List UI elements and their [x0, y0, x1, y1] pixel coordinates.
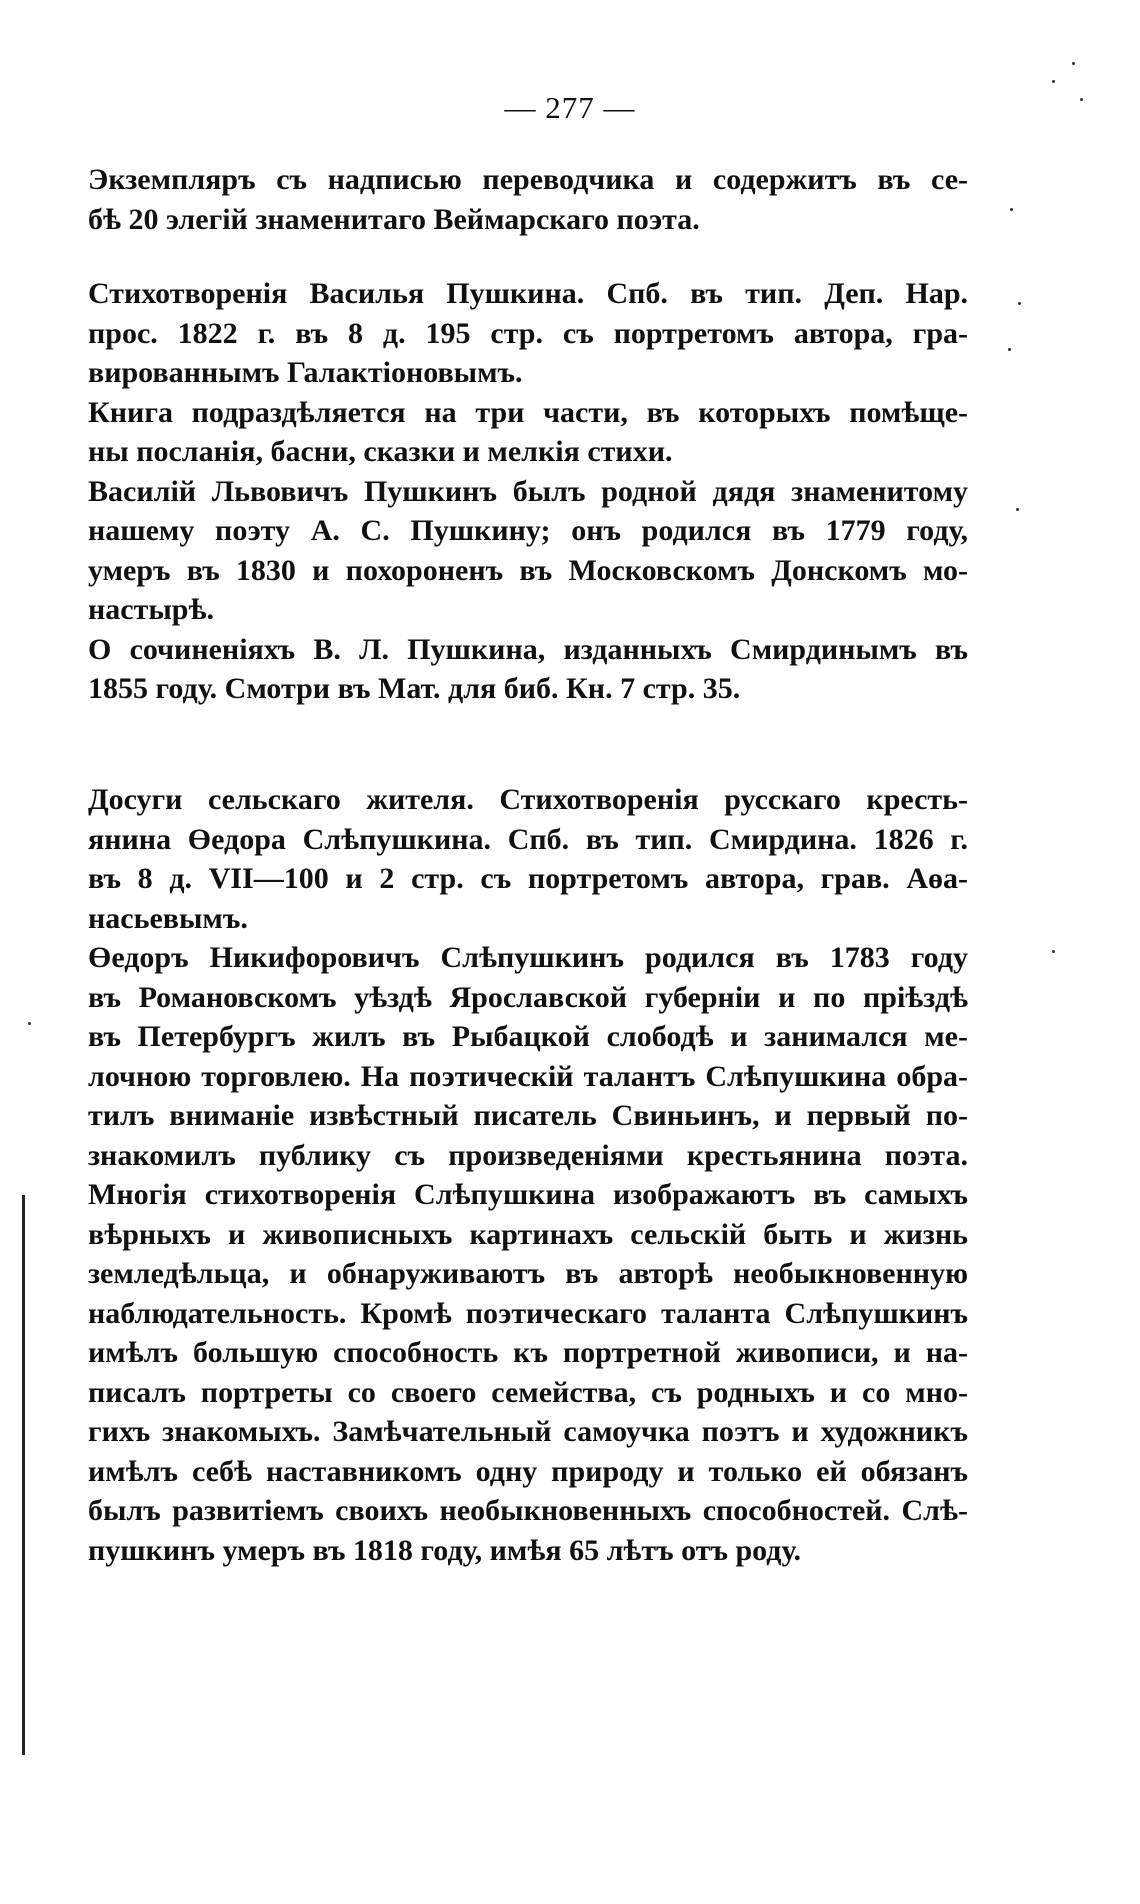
- text-line: земледѣльца, и обнаруживаютъ въ авторѣ необыкновенную: [88, 1257, 968, 1290]
- text-block-1: [88, 160, 968, 239]
- page-number: — 277 —: [504, 90, 636, 125]
- text-line: ны посланія, басни, сказки и мелкія стихи.: [88, 435, 673, 468]
- text-line: знакомилъ публику съ произведеніями крестьянина поэта.: [88, 1138, 968, 1172]
- text-line: писалъ портреты со своего семейства, съ родныхъ и со мно-: [88, 1375, 968, 1409]
- text-line: вѣрныхъ и живописныхъ картинахъ сельскій быть и жизнь: [88, 1217, 968, 1251]
- text-line: имѣлъ большую способность къ портретной живописи, и на-: [88, 1336, 968, 1369]
- text-line: наблюдательность. Кромѣ поэтическаго таланта Слѣпушкинъ: [88, 1296, 968, 1330]
- text-line: Стихотворенія Василья Пушкина. Спб. въ тип. Деп. Нар.: [88, 277, 968, 310]
- text-line: вированнымъ Галактіоновымъ.: [88, 356, 523, 389]
- text-line: Экземпляръ съ надписью переводчика и содержитъ въ се-: [88, 163, 968, 196]
- text-block-3: [88, 780, 968, 1570]
- text-block-2: [88, 274, 968, 709]
- text-line: въ Романовскомъ уѣздѣ Ярославской губерніи и по пріѣздѣ: [88, 980, 968, 1014]
- text-line: Василій Львовичъ Пушкинъ былъ родной дядя знаменитому: [88, 474, 968, 508]
- text-line: Досуги сельскаго жителя. Стихотворенія русскаго кресть-: [88, 783, 968, 816]
- text-line: О сочиненіяхъ В. Л. Пушкина, изданныхъ Смирдинымъ въ: [88, 632, 968, 666]
- text-line: нашему поэту А. С. Пушкину; онъ родился въ 1779 году,: [88, 514, 968, 547]
- text-line: настырѣ.: [88, 593, 214, 626]
- text-line: умеръ въ 1830 и похороненъ въ Московскомъ Донскомъ мо-: [88, 553, 968, 587]
- text-line: бѣ 20 элегій знаменитаго Веймарскаго поэта.: [88, 202, 700, 236]
- text-line: прос. 1822 г. въ 8 д. 195 стр. съ портретомъ автора, гра-: [88, 316, 968, 350]
- text-line: былъ развитіемъ своихъ необыкновенныхъ способностей. Слѣ-: [88, 1494, 968, 1527]
- text-line: Книга подраздѣляется на три части, въ которыхъ помѣще-: [88, 395, 968, 429]
- text-line: насьевымъ.: [88, 901, 248, 935]
- text-line: гихъ знакомыхъ. Замѣчательный самоучка поэтъ и художникъ: [88, 1415, 968, 1448]
- text-line: Өедоръ Никифоровичъ Слѣпушкинъ родился въ 1783 году: [88, 941, 968, 974]
- text-line: имѣлъ себѣ наставникомъ одну природу и только ей обязанъ: [88, 1454, 968, 1488]
- text-line: янина Өедора Слѣпушкина. Спб. въ тип. Смирдина. 1826 г.: [88, 822, 968, 856]
- text-line: въ 8 д. VII—100 и 2 стр. съ портретомъ автора, грав. Аөа-: [88, 862, 968, 895]
- text-line: тилъ вниманіе извѣстный писатель Свиньинъ, и первый по-: [88, 1099, 968, 1132]
- text-line: въ Петербургъ жилъ въ Рыбацкой слободѣ и занимался ме-: [88, 1020, 968, 1053]
- text-line: пушкинъ умеръ въ 1818 году, имѣя 65 лѣтъ отъ роду.: [88, 1533, 801, 1567]
- page-edge-shadow: [22, 1195, 25, 1755]
- text-line: Многія стихотворенія Слѣпушкина изображаютъ въ самыхъ: [88, 1178, 968, 1211]
- text-line: 1855 году. Смотри въ Мат. для биб. Кн. 7 стр. 35.: [88, 672, 741, 705]
- text-line: лочною торговлею. На поэтическій талантъ Слѣпушкина обра-: [88, 1059, 968, 1093]
